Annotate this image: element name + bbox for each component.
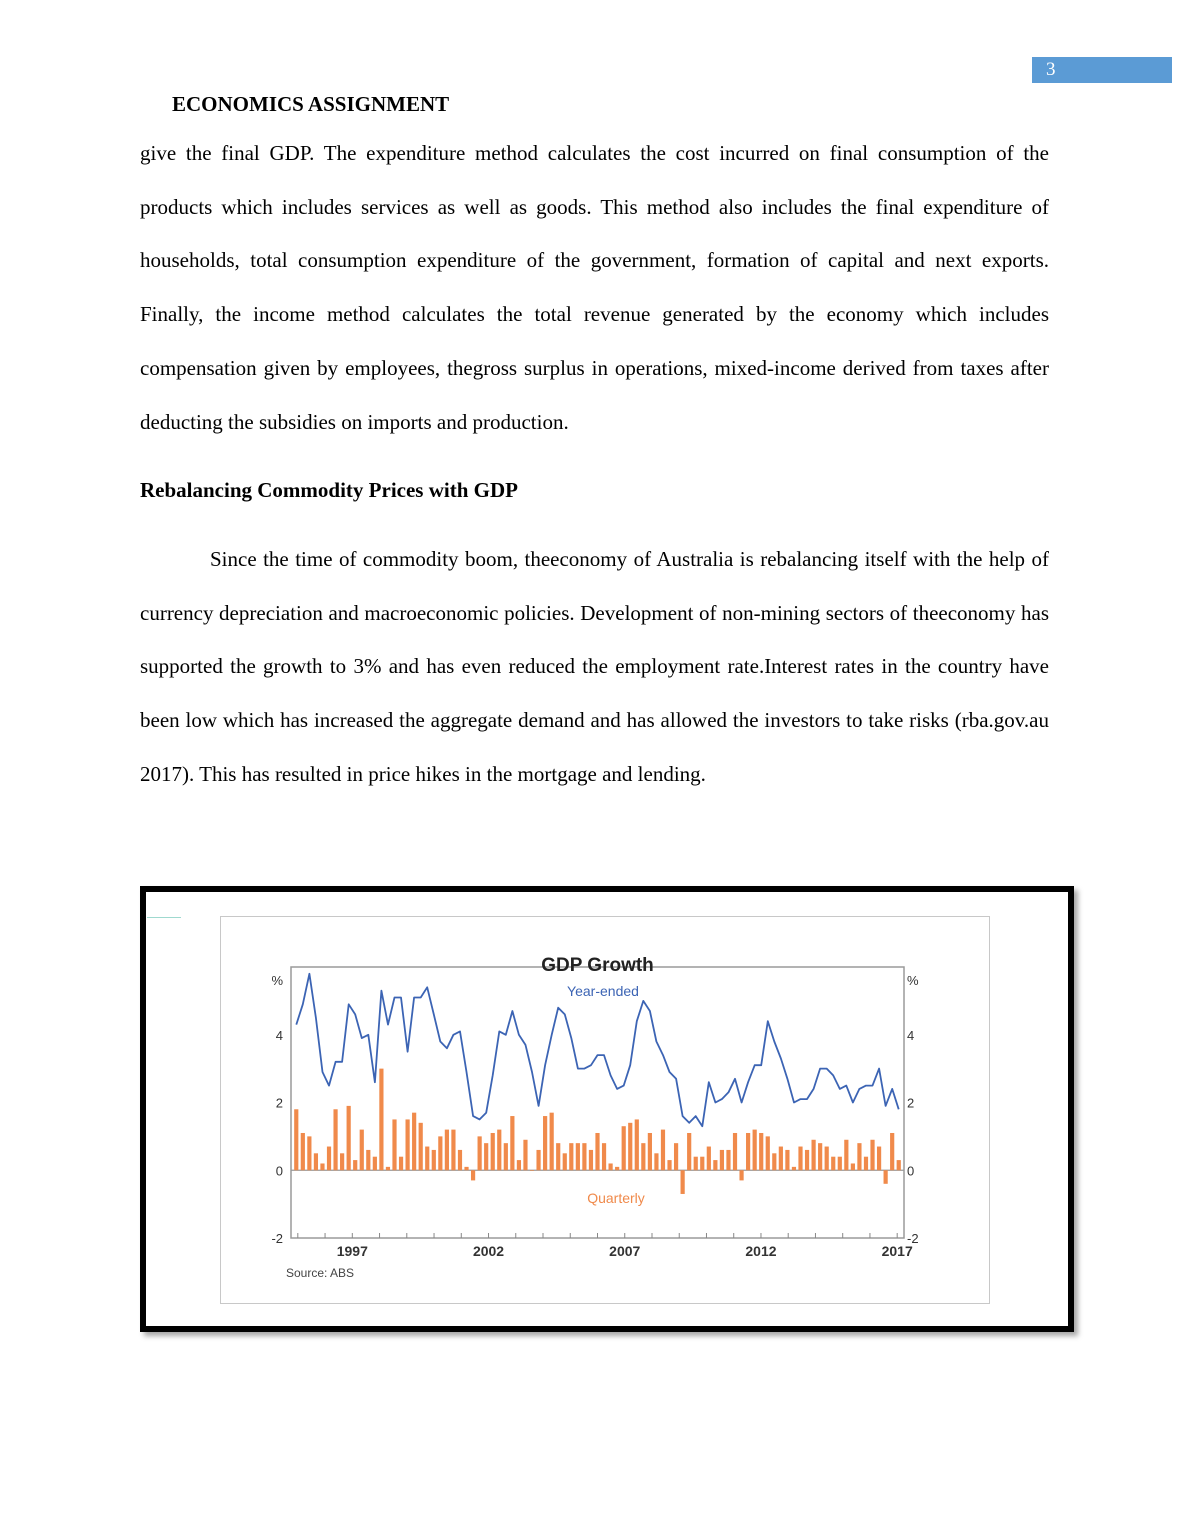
quarterly-bar [379, 1069, 383, 1171]
y-tick-label-left: 4 [275, 1027, 283, 1043]
quarterly-bar [373, 1157, 377, 1171]
quarterly-bar [327, 1147, 331, 1171]
quarterly-bar [707, 1147, 711, 1171]
quarterly-bar [681, 1170, 685, 1194]
chart-canvas [221, 917, 989, 1303]
quarterly-bar [536, 1150, 540, 1170]
page-number-badge: 3 [1032, 57, 1172, 83]
y-axis-unit-left: % [271, 973, 283, 988]
chart-source: Source: ABS [286, 1266, 355, 1280]
quarterly-bar [857, 1143, 861, 1170]
quarterly-bar [733, 1133, 737, 1170]
quarterly-bar [844, 1140, 848, 1170]
y-tick-label-right: -2 [907, 1231, 919, 1246]
quarterly-bar [517, 1160, 521, 1170]
quarterly-bar [491, 1133, 495, 1170]
quarterly-bar [386, 1167, 390, 1170]
quarterly-bar [314, 1153, 318, 1170]
quarterly-bar [818, 1143, 822, 1170]
quarterly-bar [392, 1119, 396, 1170]
quarterly-bar [851, 1163, 855, 1170]
quarterly-bar [766, 1136, 770, 1170]
series-label-year-ended: Year-ended [567, 983, 639, 999]
quarterly-bar [543, 1116, 547, 1170]
quarterly-bar [884, 1170, 888, 1184]
quarterly-bar [458, 1150, 462, 1170]
x-tick-label: 2002 [472, 1243, 505, 1259]
quarterly-bar [438, 1136, 442, 1170]
quarterly-bar [897, 1160, 901, 1170]
chart-title: GDP Growth [541, 955, 654, 976]
x-tick-label: 1997 [336, 1243, 368, 1259]
x-tick-label: 2012 [745, 1243, 777, 1259]
quarterly-bar [445, 1130, 449, 1171]
quarterly-bar [576, 1143, 580, 1170]
quarterly-bar [792, 1167, 796, 1170]
quarterly-bar [805, 1150, 809, 1170]
quarterly-bar [589, 1150, 593, 1170]
quarterly-bar [406, 1119, 410, 1170]
y-axis-unit-right: % [907, 973, 919, 988]
quarterly-bar [307, 1136, 311, 1170]
quarterly-bar [667, 1160, 671, 1170]
quarterly-bar [340, 1153, 344, 1170]
x-tick-label: 2017 [881, 1243, 913, 1259]
quarterly-bar [333, 1109, 337, 1170]
quarterly-bar [687, 1133, 691, 1170]
quarterly-bar [497, 1130, 501, 1171]
quarterly-bar [320, 1163, 324, 1170]
quarterly-bar [628, 1123, 632, 1170]
quarterly-bar [615, 1167, 619, 1170]
quarterly-bar [720, 1150, 724, 1170]
quarterly-bar [451, 1130, 455, 1171]
section-heading: Rebalancing Commodity Prices with GDP [140, 478, 518, 502]
quarterly-bar [412, 1113, 416, 1171]
quarterly-bar [484, 1143, 488, 1170]
quarterly-bar [399, 1157, 403, 1171]
quarterly-bar [864, 1157, 868, 1171]
x-tick-label: 2007 [609, 1243, 641, 1259]
quarterly-bar [563, 1153, 567, 1170]
quarterly-bar [360, 1130, 364, 1171]
quarterly-bar [504, 1143, 508, 1170]
quarterly-bar [602, 1143, 606, 1170]
quarterly-bar [713, 1160, 717, 1170]
y-tick-label-right: 2 [907, 1095, 915, 1111]
quarterly-bar [694, 1157, 698, 1171]
quarterly-bar [825, 1147, 829, 1171]
quarterly-bar [674, 1143, 678, 1170]
quarterly-bar [812, 1140, 816, 1170]
quarterly-bar [523, 1140, 527, 1170]
quarterly-bar [726, 1150, 730, 1170]
quarterly-bar [510, 1116, 514, 1170]
quarterly-bar [347, 1106, 351, 1170]
quarterly-bar [890, 1133, 894, 1170]
paragraph-rebalancing: Since the time of commodity boom, theeconomy of Australia is rebalancing itself with the help of currency depreciation and macroeconomic policies. Development of non-mining sectors of theeconomy has supported the growth to 3% and has even reduced the employment rate.Interest rates in the country have been low which has increased the aggregate demand and has allowed the investors to take risks (rba.gov.au 2017). This has resulted in price hikes in the mortgage and lending. [140, 547, 1049, 786]
quarterly-bar [746, 1133, 750, 1170]
quarterly-bar [464, 1167, 468, 1170]
quarterly-bar [353, 1160, 357, 1170]
quarterly-bar [569, 1143, 573, 1170]
quarterly-bar [700, 1157, 704, 1171]
quarterly-bar [779, 1147, 783, 1171]
quarterly-bar [582, 1143, 586, 1170]
y-tick-label-left: -2 [271, 1231, 283, 1246]
quarterly-bar [641, 1143, 645, 1170]
y-tick-label-left: 2 [275, 1095, 283, 1111]
y-tick-label-right: 0 [907, 1163, 915, 1179]
quarterly-bar [419, 1123, 423, 1170]
quarterly-bar [432, 1150, 436, 1170]
quarterly-bar [785, 1150, 789, 1170]
quarterly-bar [550, 1113, 554, 1171]
quarterly-bar [753, 1130, 757, 1171]
y-tick-label-left: 0 [275, 1163, 283, 1179]
series-label-quarterly: Quarterly [587, 1190, 645, 1206]
gdp-growth-chart [220, 916, 990, 1304]
quarterly-bar [654, 1153, 658, 1170]
quarterly-bar [622, 1126, 626, 1170]
quarterly-bar [635, 1119, 639, 1170]
quarterly-bar [301, 1133, 305, 1170]
y-tick-label-right: 4 [907, 1027, 915, 1043]
running-header: ECONOMICS ASSIGNMENT [172, 92, 450, 116]
quarterly-bar [661, 1130, 665, 1171]
quarterly-bar [739, 1170, 743, 1180]
paragraph-gdp-methods: give the final GDP. The expenditure method calculates the cost incurred on final consumption of the products which includes services as well as goods. This method also includes the final expenditure of households, total consumption expenditure of the government, formation of capital and next exports. Finally, the income method calculates the total revenue generated by the economy which includes compensation given by employees, thegross surplus in operations, mixed-income derived from taxes after deducting the subsidies on imports and production. [140, 141, 1049, 434]
quarterly-bar [870, 1140, 874, 1170]
quarterly-bar [425, 1147, 429, 1171]
quarterly-bar [609, 1163, 613, 1170]
quarterly-bar [478, 1136, 482, 1170]
quarterly-bar [556, 1143, 560, 1170]
quarterly-bar [366, 1150, 370, 1170]
quarterly-bar [471, 1170, 475, 1180]
quarterly-bar [648, 1133, 652, 1170]
quarterly-bar [838, 1157, 842, 1171]
quarterly-bar [798, 1147, 802, 1171]
quarterly-bar [530, 1170, 534, 1171]
decorative-line [147, 917, 181, 918]
quarterly-bar [595, 1133, 599, 1170]
quarterly-bar [831, 1157, 835, 1171]
quarterly-bar [294, 1109, 298, 1170]
quarterly-bar [772, 1153, 776, 1170]
quarterly-bar [759, 1133, 763, 1170]
quarterly-bar [877, 1147, 881, 1171]
